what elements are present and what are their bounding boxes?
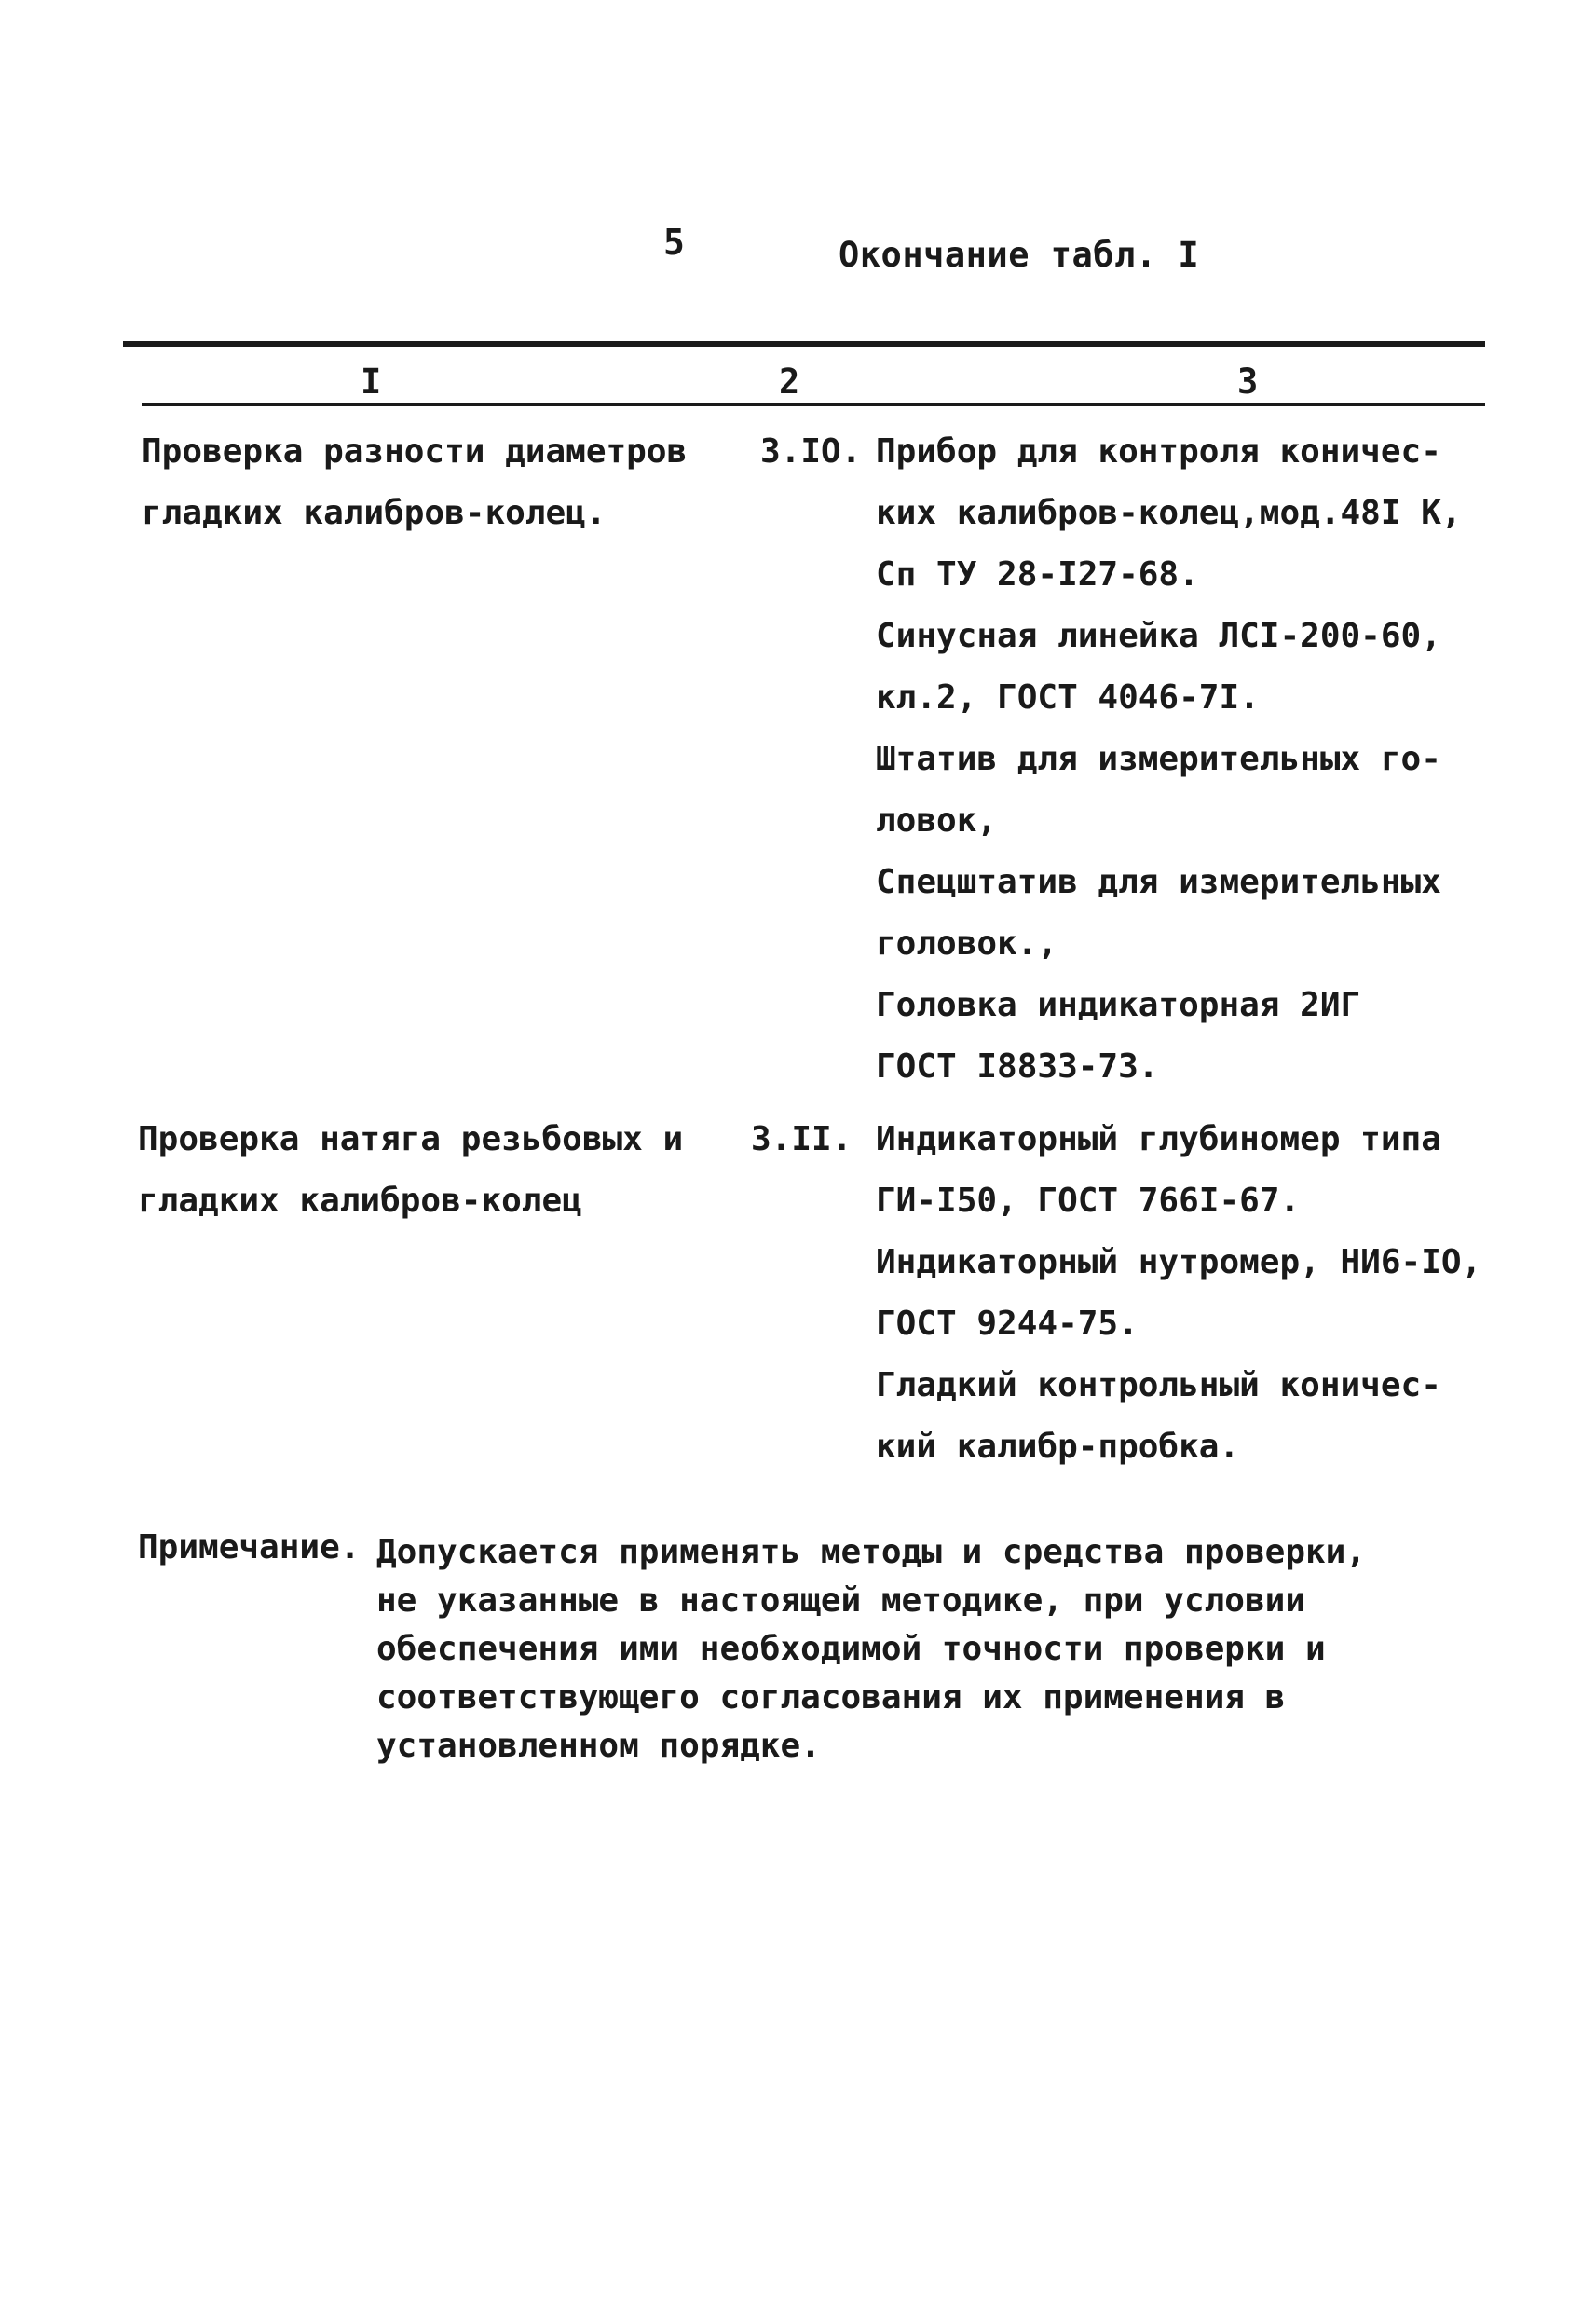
cell-text-line: гладких калибров-колец [138,1182,582,1220]
instrument-line: Головка индикаторная 2ИГ [876,986,1361,1024]
note-line: Допускается применять методы и средства проверки, [376,1533,1367,1571]
instrument-line: Прибор для контроля коничес- [876,432,1441,471]
row-1-clause-cell [760,421,861,483]
cell-text-line: Проверка натяга резьбовых и [138,1120,684,1158]
instrument-line: кл.2, ГОСТ 4046-7I. [876,678,1260,717]
table-top-rule [123,341,1485,347]
instrument-line: ловок, [876,801,998,840]
cell-text-line: Проверка разности диаметров [142,432,688,471]
column-number-3: 3 [1237,362,1259,402]
instrument-line: Сп ТУ 28-I27-68. [876,555,1199,594]
instrument-line: Штатив для измерительных го- [876,740,1441,778]
row-1-check-cell [142,421,687,544]
instrument-line: Индикаторный глубиномер типа [876,1120,1441,1158]
clause-number: 3.II. [751,1120,853,1158]
note-line: обеспечения ими необходимой точности проверки и [376,1630,1326,1668]
page-number: 5 [663,222,685,263]
row-2-check-cell [138,1109,683,1232]
instrument-line: ГОСТ 9244-75. [876,1305,1139,1343]
instrument-line: Синусная линейка ЛСI-200-60, [876,617,1441,655]
instrument-line: ких калибров-колец,мод.48I К, [876,494,1462,532]
instrument-line: Спецштатив для измерительных [876,863,1441,901]
note-line: установленном порядке. [376,1727,821,1765]
instrument-line: Индикаторный нутромер, НИ6-IO, [876,1243,1482,1281]
table-continuation-title: Окончание табл. I [839,235,1200,275]
instrument-line: ГИ-I50, ГОСТ 766I-67. [876,1182,1301,1220]
note-body [376,1528,1366,1771]
row-1-instruments-cell [876,421,1462,1098]
table-header-rule [142,403,1485,406]
note-line: не указанные в настоящей методике, при условии [376,1581,1305,1620]
column-number-2: 2 [779,362,800,402]
note-line: соответствующего согласования их применения в [376,1678,1286,1717]
cell-text-line: гладких калибров-колец. [142,494,607,532]
note-label: Примечание. [138,1528,361,1566]
row-2-instruments-cell [876,1109,1481,1478]
clause-number: 3.IO. [760,432,862,471]
instrument-line: ГОСТ I8833-73. [876,1047,1159,1086]
instrument-line: головок., [876,924,1058,963]
instrument-line: кий калибр-пробка. [876,1428,1240,1466]
column-number-1: I [361,362,382,402]
row-2-clause-cell [751,1109,852,1170]
instrument-line: Гладкий контрольный коничес- [876,1366,1441,1404]
